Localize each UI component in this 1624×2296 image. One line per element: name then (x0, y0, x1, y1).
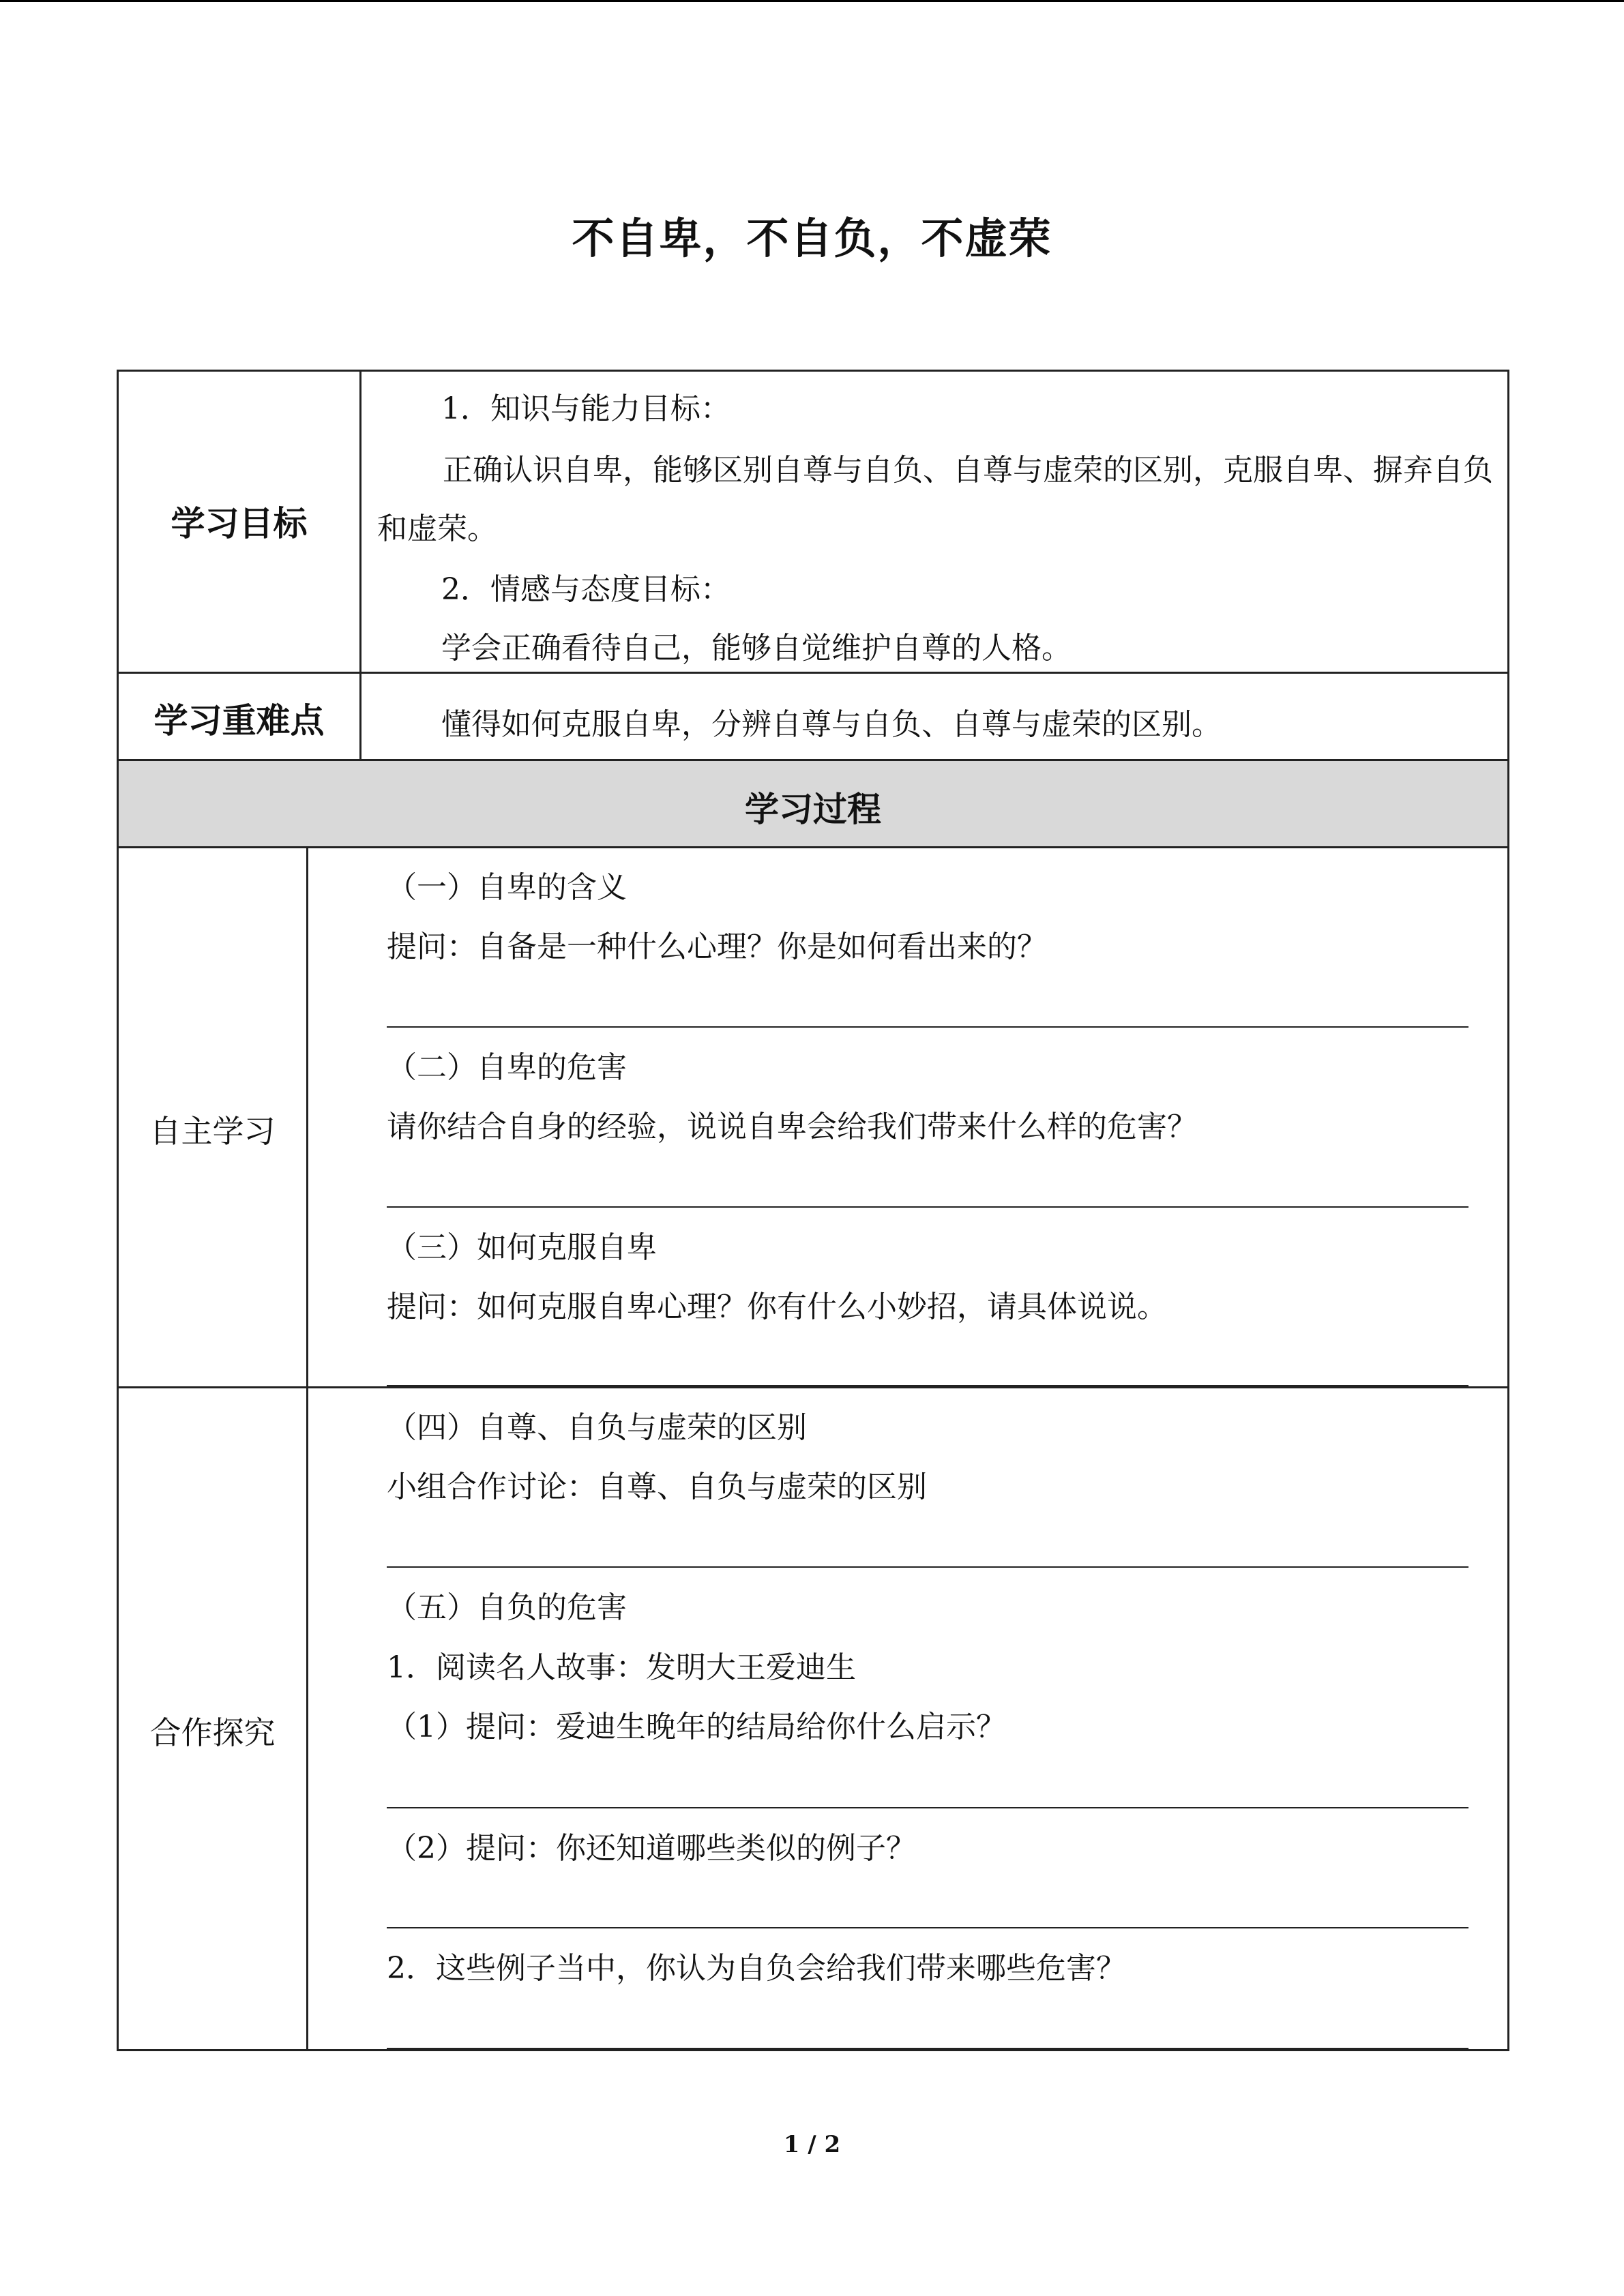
row-divider (117, 672, 1509, 674)
answer-line (387, 2048, 1468, 2049)
self-study-heading-3: （三）如何克服自卑 (387, 1230, 657, 1265)
goal-line-1: 1．知识与能力目标： (441, 391, 730, 426)
goal-line-2: 正确认识自卑，能够区别自尊与自负、自尊与虚荣的区别，克服自卑、摒弃自负和虚荣。 (377, 453, 1493, 546)
column-divider (306, 846, 308, 2051)
self-study-heading-2: （二）自卑的危害 (387, 1050, 627, 1085)
cooperation-task-1: 小组合作讨论：自尊、自负与虚荣的区别 (387, 1470, 927, 1504)
row-divider (117, 1386, 1509, 1388)
key-points-label: 学习重难点 (153, 701, 325, 741)
cooperation-heading-5: （五）自负的危害 (387, 1590, 627, 1625)
cooperation-heading-4: （四）自尊、自负与虚荣的区别 (387, 1410, 807, 1445)
page-number: 1 / 2 (783, 2131, 841, 2158)
answer-line (387, 1206, 1468, 1208)
table-border-right (1507, 370, 1509, 2051)
key-points-text: 懂得如何克服自卑，分辨自尊与自负、自尊与虚荣的区别。 (441, 707, 1222, 742)
row-divider (117, 759, 1509, 761)
self-study-question-3: 提问：如何克服自卑心理？你有什么小妙招，请具体说说。 (387, 1289, 1167, 1324)
cooperation-question-1: （1）提问：爱迪生晚年的结局给你什么启示？ (387, 1710, 1006, 1744)
cooperation-reading: 1．阅读名人故事：发明大王爱迪生 (387, 1650, 856, 1685)
cooperation-question-2: （2）提问：你还知道哪些类似的例子？ (387, 1831, 916, 1866)
goal-line-3: 2．情感与态度目标： (441, 572, 730, 607)
column-divider (359, 370, 361, 761)
table-border-left (117, 370, 119, 2051)
goal-line-4: 学会正确看待自己，能够自觉维护自尊的人格。 (441, 631, 1072, 666)
cooperation-question-3: 2．这些例子当中，你认为自负会给我们带来哪些危害？ (387, 1951, 1126, 1986)
table-border-top (117, 370, 1509, 372)
page-title: 不自卑，不自负，不虚荣 (572, 213, 1052, 263)
self-study-heading-1: （一）自卑的含义 (387, 870, 627, 905)
self-study-question-2: 请你结合自身的经验，说说自卑会给我们带来什么样的危害？ (387, 1109, 1197, 1144)
process-header: 学习过程 (745, 790, 881, 829)
self-study-label: 自主学习 (149, 1113, 276, 1150)
answer-line (387, 1927, 1468, 1928)
answer-line (387, 1026, 1468, 1028)
goals-label: 学习目标 (171, 504, 308, 543)
top-border (0, 0, 1624, 2)
row-divider (117, 846, 1509, 848)
answer-line (387, 1807, 1468, 1808)
self-study-question-1: 提问：自备是一种什么心理？你是如何看出来的？ (387, 929, 1047, 964)
cooperation-label: 合作探究 (149, 1714, 276, 1751)
answer-line (387, 1566, 1468, 1568)
answer-line (387, 1385, 1468, 1386)
table-border-bottom (117, 2049, 1509, 2051)
